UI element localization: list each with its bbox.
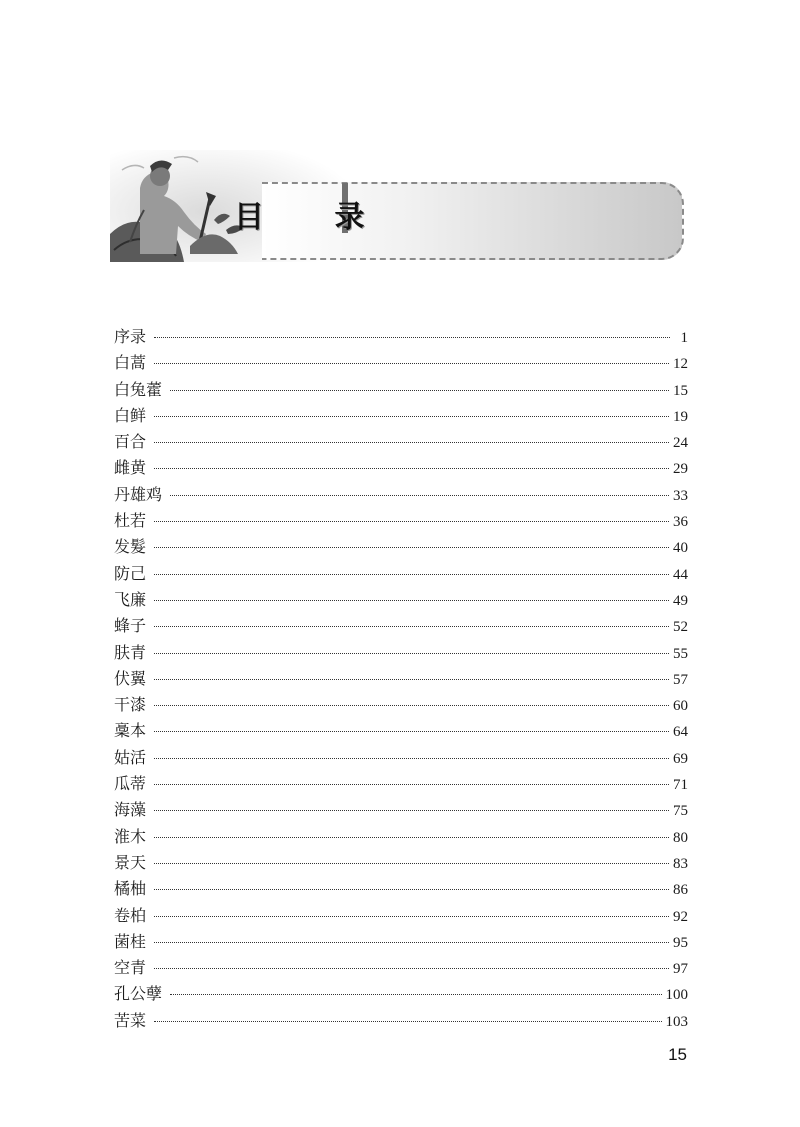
toc-entry-page: 19 — [673, 408, 688, 425]
toc-entry[interactable] — [114, 508, 688, 534]
table-of-contents — [114, 324, 688, 1034]
toc-entry-title: 瓜蒂 — [114, 774, 147, 794]
toc-entry-page: 71 — [673, 777, 688, 794]
toc-entry-title: 海藻 — [114, 800, 147, 820]
toc-entry-page: 36 — [673, 514, 688, 531]
toc-dot-leader — [154, 337, 670, 338]
toc-entry-page: 1 — [680, 330, 688, 346]
toc-dot-leader — [154, 468, 669, 469]
toc-dot-leader — [154, 574, 669, 575]
toc-entry-title: 橘柚 — [114, 879, 147, 899]
toc-entry[interactable] — [114, 561, 688, 587]
toc-entry[interactable] — [114, 666, 688, 692]
toc-dot-leader — [154, 758, 669, 759]
toc-entry[interactable] — [114, 640, 688, 666]
toc-entry-title: 发髮 — [114, 537, 147, 557]
toc-entry[interactable] — [114, 903, 688, 929]
toc-dot-leader — [154, 863, 669, 864]
toc-entry[interactable] — [114, 482, 688, 508]
toc-entry-page: 33 — [673, 487, 688, 504]
toc-entry-page: 92 — [673, 908, 688, 925]
toc-entry-title: 防己 — [114, 563, 147, 583]
toc-entry[interactable] — [114, 377, 688, 403]
toc-entry[interactable] — [114, 403, 688, 429]
toc-header — [110, 150, 690, 262]
toc-entry[interactable] — [114, 534, 688, 560]
toc-entry-title: 丹雄鸡 — [114, 484, 163, 504]
toc-entry-title: 苦菜 — [114, 1010, 147, 1030]
toc-entry[interactable] — [114, 850, 688, 876]
toc-entry-title: 肤青 — [114, 642, 147, 662]
toc-entry-page: 55 — [673, 645, 688, 662]
toc-entry-page: 60 — [673, 698, 688, 715]
toc-entry-page: 44 — [673, 566, 688, 583]
toc-dot-leader — [154, 653, 669, 654]
toc-entry-title: 白蒿 — [114, 353, 147, 373]
toc-entry-title: 卷柏 — [114, 905, 147, 925]
toc-entry-title: 菌桂 — [114, 931, 147, 951]
toc-dot-leader — [154, 600, 669, 601]
toc-entry-page: 64 — [673, 724, 688, 741]
toc-entry[interactable] — [114, 745, 688, 771]
toc-dot-leader — [154, 626, 669, 627]
toc-dot-leader — [154, 968, 669, 969]
toc-entry-page: 69 — [673, 750, 688, 767]
toc-dot-leader — [170, 495, 669, 496]
toc-entry-title: 百合 — [114, 432, 147, 452]
toc-entry-title: 白鲜 — [114, 405, 147, 425]
toc-entry[interactable] — [114, 929, 688, 955]
toc-entry-title: 空青 — [114, 958, 147, 978]
toc-entry-title: 淮木 — [114, 826, 147, 846]
toc-entry[interactable] — [114, 955, 688, 981]
toc-entry-page: 40 — [673, 540, 688, 557]
toc-entry-page: 52 — [673, 619, 688, 636]
toc-entry[interactable] — [114, 692, 688, 718]
toc-dot-leader — [170, 390, 669, 391]
toc-entry-page: 49 — [673, 592, 688, 609]
toc-entry[interactable] — [114, 350, 688, 376]
toc-entry-title: 稾本 — [114, 721, 147, 741]
toc-entry[interactable] — [114, 455, 688, 481]
toc-entry[interactable] — [114, 587, 688, 613]
toc-entry[interactable] — [114, 613, 688, 639]
toc-entry-page: 57 — [673, 671, 688, 688]
page-title: 目 录 — [234, 200, 395, 235]
toc-entry[interactable] — [114, 718, 688, 744]
toc-entry-title: 蜂子 — [114, 616, 147, 636]
toc-entry-page: 75 — [673, 803, 688, 820]
toc-dot-leader — [154, 442, 669, 443]
page-number: 15 — [668, 1045, 687, 1064]
toc-entry[interactable] — [114, 429, 688, 455]
toc-entry-page: 24 — [673, 435, 688, 452]
toc-entry[interactable] — [114, 876, 688, 902]
toc-dot-leader — [154, 916, 669, 917]
toc-entry[interactable] — [114, 981, 688, 1007]
toc-dot-leader — [154, 705, 669, 706]
toc-dot-leader — [154, 416, 669, 417]
toc-dot-leader — [154, 889, 669, 890]
toc-entry[interactable] — [114, 797, 688, 823]
toc-entry-page: 100 — [665, 987, 688, 1004]
toc-entry-page: 80 — [673, 829, 688, 846]
toc-entry-title: 杜若 — [114, 511, 147, 531]
toc-entry[interactable] — [114, 324, 688, 350]
toc-dot-leader — [154, 547, 669, 548]
toc-entry[interactable] — [114, 771, 688, 797]
toc-entry[interactable] — [114, 824, 688, 850]
toc-dot-leader — [154, 837, 669, 838]
toc-entry-title: 景天 — [114, 852, 147, 872]
toc-entry-title: 飞廉 — [114, 589, 147, 609]
toc-entry-page: 83 — [673, 855, 688, 872]
toc-entry-page: 15 — [673, 382, 688, 399]
toc-dot-leader — [154, 1021, 661, 1022]
toc-dot-leader — [154, 784, 669, 785]
toc-dot-leader — [170, 994, 661, 995]
toc-dot-leader — [154, 679, 669, 680]
toc-entry-page: 12 — [673, 356, 688, 373]
toc-dot-leader — [154, 521, 669, 522]
toc-entry-page: 86 — [673, 882, 688, 899]
toc-dot-leader — [154, 942, 669, 943]
toc-entry-page: 29 — [673, 461, 688, 478]
toc-dot-leader — [154, 731, 669, 732]
toc-entry-title: 姑活 — [114, 747, 147, 767]
toc-entry-page: 95 — [673, 934, 688, 951]
toc-entry-title: 伏翼 — [114, 668, 147, 688]
toc-dot-leader — [154, 363, 669, 364]
toc-entry[interactable] — [114, 1008, 688, 1034]
toc-entry-title: 干漆 — [114, 695, 147, 715]
toc-entry-title: 雌黄 — [114, 458, 147, 478]
toc-dot-leader — [154, 810, 669, 811]
toc-entry-title: 白兔藿 — [114, 379, 163, 399]
toc-entry-title: 序录 — [114, 327, 147, 346]
toc-entry-title: 孔公孽 — [114, 984, 163, 1004]
toc-entry-page: 97 — [673, 961, 688, 978]
toc-entry-page: 103 — [665, 1013, 688, 1030]
